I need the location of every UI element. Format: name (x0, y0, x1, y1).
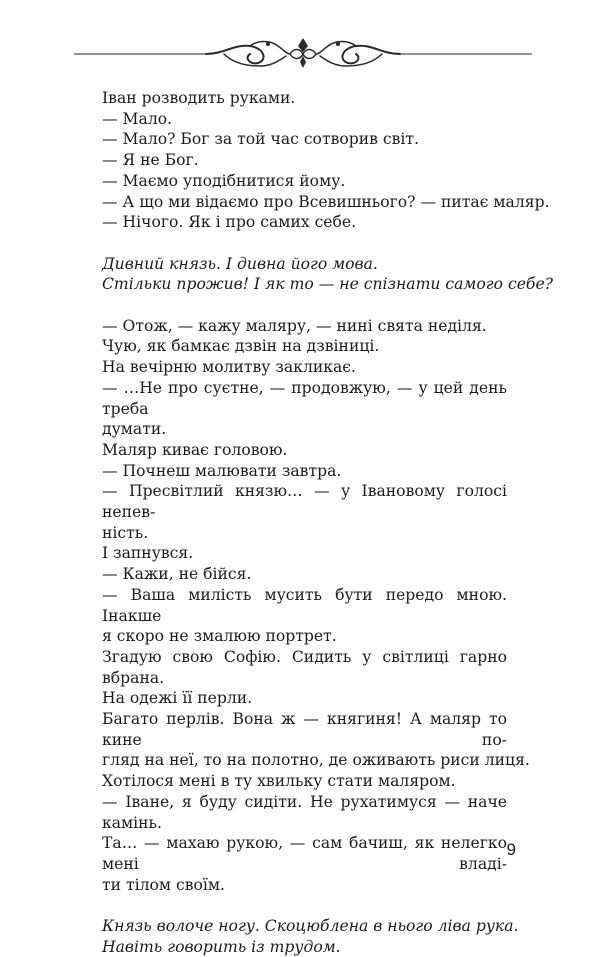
text-line: На вечірню молитву закликає. (102, 358, 356, 377)
text-line: Згадую свою Софію. Сидить у світлиці гарно вбрана. (102, 647, 507, 687)
text-line: Та… — махаю рукою, — сам бачиш, як нелегко мені владі- (102, 834, 507, 873)
text-line: — Мало? Бог за той час сотворив світ. (102, 130, 419, 149)
text-line: — Мало. (102, 109, 173, 128)
text-line: Чую, як бамкає дзвін на дзвіниці. (102, 337, 380, 356)
paragraph-gap (102, 233, 507, 254)
italic-text-line: Князь волоче ногу. Скоцюблена в нього ліва рука. (102, 917, 519, 936)
text-line: Хотілося мені в ту хвильку стати маляром. (102, 772, 456, 791)
text-line: — Кажи, не бійся. (102, 565, 252, 584)
text-line: Багато перлів. Вона ж — княгиня! А маляр то кине по- (102, 710, 507, 749)
text-line: Маляр киває головою. (102, 440, 288, 459)
paragraph-gap (102, 295, 507, 316)
text-line: думати. (102, 420, 167, 439)
text-line: Іван розводить руками. (102, 89, 296, 107)
text-line: На одежі її перли. (102, 689, 253, 708)
page-number: 9 (506, 840, 516, 859)
text-line: І запнувся. (102, 544, 194, 563)
italic-text-line: Стільки прожив! І як то — не спізнати самого себе? (102, 275, 554, 294)
text-line: — Я не Бог. (102, 151, 199, 170)
italic-text-line: Дивний князь. І дивна його мова. (102, 254, 378, 273)
text-line: — Нічого. Як і про самих себе. (102, 213, 357, 232)
text-line: — Пресвітлий князю… — у Івановому голосі непев- (102, 482, 507, 522)
text-line: — …Не про суєтне, — продовжую, — у цей день треба (102, 378, 507, 418)
page-body-text (102, 88, 554, 957)
text-line: — Маємо уподібнитися йому. (102, 171, 346, 190)
text-line: ти тілом своїм. (102, 875, 225, 894)
text-line: — Почнеш малювати завтра. (102, 461, 342, 480)
italic-text-line: Навіть говорить із трудом. (102, 937, 341, 956)
text-line: я скоро не змалюю портрет. (102, 627, 337, 646)
text-line: — А що ми відаємо про Всевишнього? — питає маляр. (102, 192, 550, 211)
text-line: — Отож, — кажу маляру, — нині свята неділя. (102, 316, 487, 335)
text-line: гляд на неї, то на полотно, де оживають риси лиця. (102, 751, 530, 770)
decorative-flourish-icon (74, 32, 532, 76)
text-line: ність. (102, 523, 149, 542)
text-line: — Іване, я буду сидіти. Не рухатимуся — наче камінь. (102, 792, 507, 832)
text-line: — Ваша милість мусить бути передо мною. Інакше (102, 585, 507, 625)
paragraph-gap (102, 895, 507, 916)
